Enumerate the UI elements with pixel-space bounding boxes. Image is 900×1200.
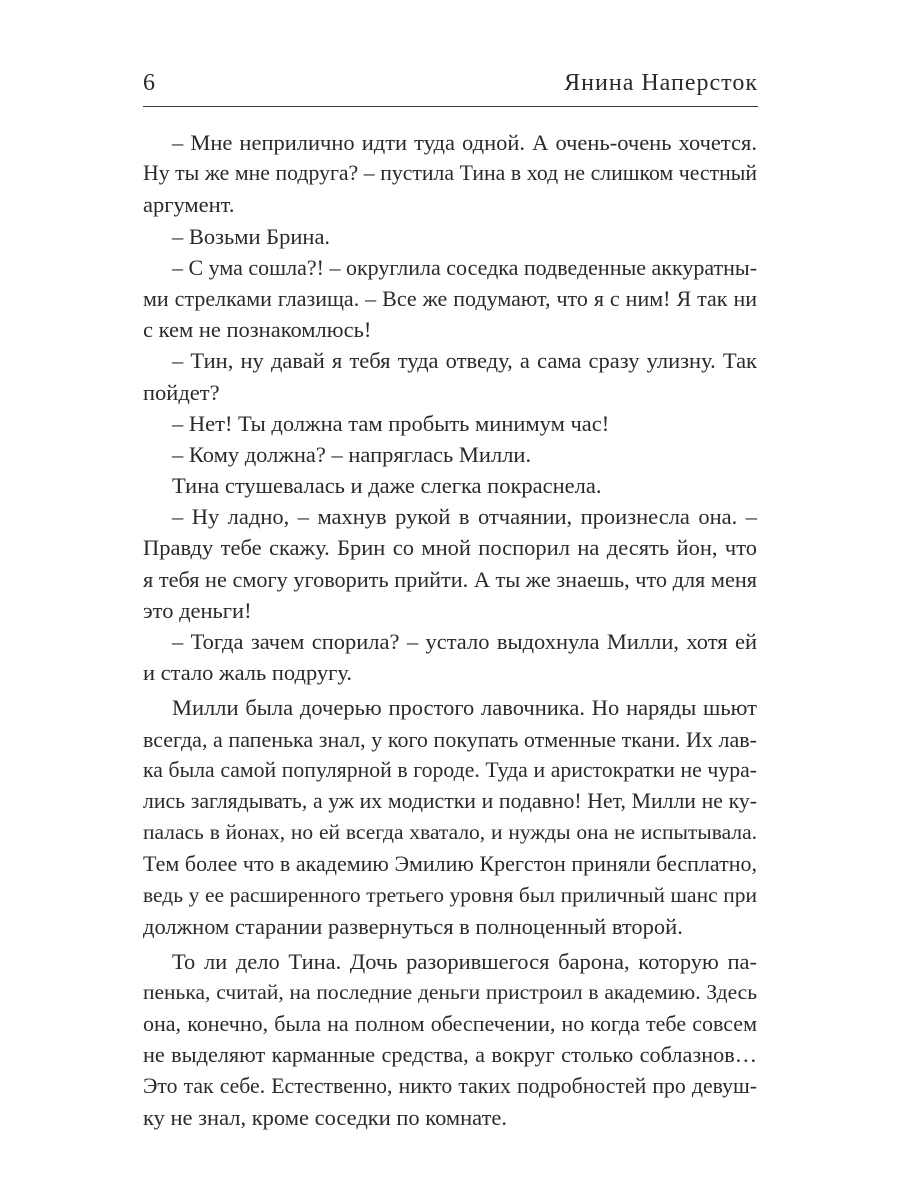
- text-line: – Тогда зачем спорила? – устало выдохнула Милли, хотя ей: [172, 629, 757, 654]
- text-line: всегда, а папенька знал, у кого покупать отменные ткани. Их лав-: [143, 726, 757, 752]
- text-line: ведь у ее расширенного третьего уровня был приличный шанс при: [143, 882, 757, 907]
- text-line: лись заглядывать, а уж их модистки и подавно! Нет, Милли не ку-: [143, 788, 757, 813]
- text-line: – Ну ладно, – махнув рукой в отчаянии, произнесла она. –: [172, 504, 757, 530]
- text-line: – Нет! Ты должна там пробыть минимум час!: [172, 410, 610, 436]
- text-line: Правду тебе скажу. Брин со мной поспорил на десять йон, что: [143, 535, 757, 561]
- text-line: Ну ты же мне подруга? – пустила Тина в ход не слишком честный: [143, 161, 757, 186]
- text-line: она, конечно, была на полном обеспечении, но когда тебе совсем: [143, 1011, 757, 1037]
- text-line: я тебя не смогу уговорить прийти. А ты же знаешь, что для меня: [143, 566, 757, 592]
- text-line: – Мне неприлично идти туда одной. А очень-очень хочется.: [172, 130, 757, 155]
- text-line: – С ума сошла?! – округлила соседка подведенные аккуратны-: [172, 254, 758, 280]
- text-line: ми стрелками глазища. – Все же подумают, что я с ним! Я так ни: [143, 285, 757, 311]
- text-line: Тина стушевалась и даже слегка покраснела.: [172, 473, 602, 499]
- text-line: не выделяют карманные средства, а вокруг столько соблазнов…: [143, 1042, 757, 1068]
- text-line: аргумент.: [143, 192, 235, 218]
- text-line: – Тин, ну давай я тебя туда отведу, а сама сразу улизну. Так: [172, 348, 757, 374]
- text-line: это деньги!: [143, 597, 252, 623]
- text-line: Это так себе. Естественно, никто таких подробностей про девуш-: [143, 1073, 757, 1098]
- text-line: Милли была дочерью простого лавочника. Но наряды шьют: [172, 695, 757, 721]
- text-line: – Кому должна? – напряглась Милли.: [172, 441, 532, 467]
- text-line: пойдет?: [143, 379, 220, 405]
- text-line: ку не знал, кроме соседки по комнате.: [143, 1104, 508, 1130]
- text-line: – Возьми Брина.: [172, 223, 331, 249]
- text-line: палась в йонах, но ей всегда хватало, и нужды она не испытывала.: [143, 820, 757, 845]
- running-header: [143, 62, 758, 107]
- text-line: пенька, считай, на последние деньги пристроил в академию. Здесь: [143, 980, 757, 1005]
- body-text: [143, 127, 757, 1133]
- text-line: и стало жаль подругу.: [143, 660, 353, 686]
- running-title: Янина Наперсток: [564, 70, 758, 96]
- page-number: 6: [143, 70, 156, 96]
- text-line: с кем не познакомлюсь!: [143, 317, 372, 343]
- text-line: ка была самой популярной в городе. Туда и аристократки не чура-: [143, 757, 757, 782]
- text-line: То ли дело Тина. Дочь разорившегося барона, которую па-: [172, 948, 757, 974]
- text-line: должном старании развернуться в полноценный второй.: [143, 913, 683, 939]
- text-line: Тем более что в академию Эмилию Крегстон приняли бесплатно,: [143, 851, 757, 877]
